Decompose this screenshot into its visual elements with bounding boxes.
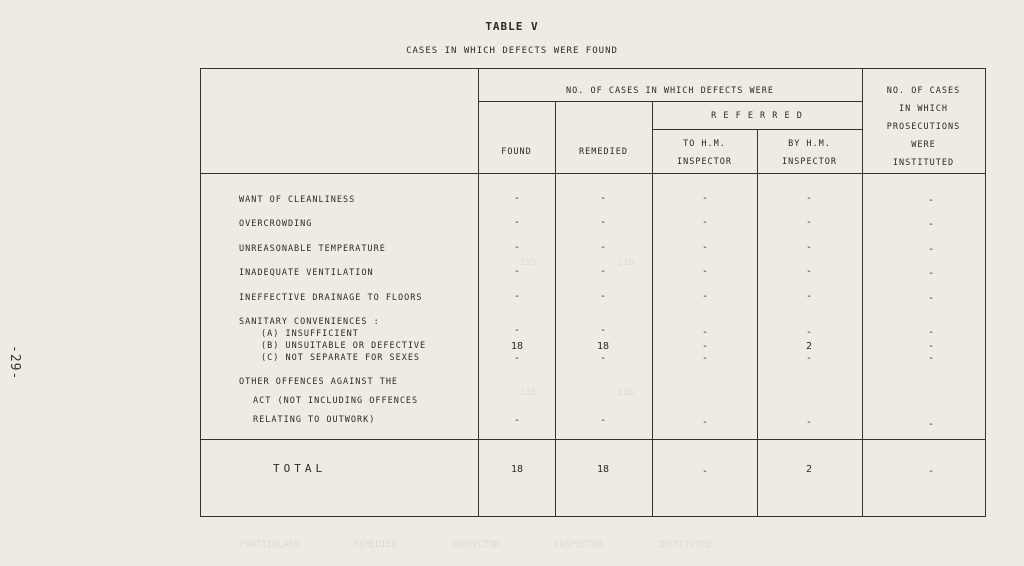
cell-remedied: -: [599, 415, 607, 426]
cell-by-hm: 2: [805, 341, 813, 352]
cell-prosecutions: -: [927, 419, 935, 430]
cell-found: -: [513, 193, 521, 204]
page-number: -29-: [7, 345, 22, 381]
cell-remedied: -: [599, 353, 607, 364]
cell-found: -: [513, 266, 521, 277]
row-divider: [478, 101, 862, 102]
header-divider: [201, 173, 985, 174]
cell-prosecutions: -: [927, 327, 935, 338]
cell-by-hm: -: [805, 327, 813, 338]
cell-to-hm: -: [701, 217, 709, 228]
cell-found: 18: [510, 341, 524, 352]
cell-to-hm: -: [701, 266, 709, 277]
header-line: NO. OF CASES: [886, 86, 961, 96]
bleed-through-text: 135 116: [520, 258, 634, 268]
cell-by-hm: -: [805, 291, 813, 302]
row-label-sanitary-c: (C) NOT SEPARATE FOR SEXES: [261, 353, 421, 363]
cell-remedied: 18: [596, 341, 610, 352]
total-divider: [201, 439, 985, 440]
cell-prosecutions: -: [927, 341, 935, 352]
cell-by-hm: -: [805, 353, 813, 364]
header-line: IN WHICH: [899, 104, 948, 114]
cell-prosecutions: -: [927, 195, 935, 206]
row-label-overcrowding: OVERCROWDING: [239, 219, 313, 229]
cell-prosecutions: -: [927, 244, 935, 255]
row-label-ventilation: INADEQUATE VENTILATION: [239, 268, 374, 278]
cell-remedied: -: [599, 291, 607, 302]
row-label-sanitary: SANITARY CONVENIENCES :: [239, 317, 380, 327]
cell-to-hm: -: [701, 341, 709, 352]
header-prosecutions: [862, 82, 985, 172]
header-referred: R E F E R R E D: [711, 111, 803, 121]
cell-found: -: [513, 242, 521, 253]
cell-by-hm: -: [805, 266, 813, 277]
row-label-drainage: INEFFECTIVE DRAINAGE TO FLOORS: [239, 293, 423, 303]
cell-remedied: -: [599, 325, 607, 336]
cell-by-hm: -: [805, 217, 813, 228]
table-frame: [200, 68, 986, 517]
cell-remedied: -: [599, 242, 607, 253]
header-line: INSPECTOR: [676, 157, 733, 167]
total-label: TOTAL: [273, 462, 327, 475]
header-remedied: REMEDIED: [579, 147, 628, 157]
cell-prosecutions: -: [927, 353, 935, 364]
table-subtitle: CASES IN WHICH DEFECTS WERE FOUND: [406, 46, 618, 56]
header-to-hm-inspector: [652, 135, 757, 171]
total-by-hm: 2: [805, 464, 813, 475]
bleed-through-text: 135 126: [520, 388, 634, 398]
cell-found: -: [513, 291, 521, 302]
cell-remedied: -: [599, 266, 607, 277]
cell-found: -: [513, 217, 521, 228]
header-line: WERE: [911, 140, 936, 150]
total-prosecutions: -: [927, 466, 935, 477]
row-label-cleanliness: WANT OF CLEANLINESS: [239, 195, 356, 205]
cell-remedied: -: [599, 217, 607, 228]
row-divider: [652, 129, 862, 130]
cell-found: -: [513, 353, 521, 364]
cell-to-hm: -: [701, 242, 709, 253]
header-group: NO. OF CASES IN WHICH DEFECTS WERE: [566, 86, 774, 96]
header-found: FOUND: [501, 147, 532, 157]
cell-remedied: -: [599, 193, 607, 204]
cell-to-hm: -: [701, 193, 709, 204]
cell-prosecutions: -: [927, 293, 935, 304]
header-line: INSTITUTED: [892, 158, 955, 168]
cell-by-hm: -: [805, 242, 813, 253]
header-line: BY H.M.: [788, 139, 831, 149]
row-label-other-3: RELATING TO OUTWORK): [253, 415, 376, 425]
header-line: INSPECTOR: [781, 157, 838, 167]
table-title: TABLE V: [485, 20, 539, 33]
row-label-sanitary-a: (A) INSUFFICIENT: [261, 329, 359, 339]
header-line: TO H.M.: [683, 139, 726, 149]
cell-to-hm: -: [701, 291, 709, 302]
cell-by-hm: -: [805, 417, 813, 428]
header-line: PROSECUTIONS: [886, 122, 961, 132]
cell-by-hm: -: [805, 193, 813, 204]
row-label-other-1: OTHER OFFENCES AGAINST THE: [239, 377, 399, 387]
bleed-through-text: PARTICULARS REMEDIED INSPECTOR INSPECTOR INSTITUTED: [240, 540, 712, 550]
cell-found: -: [513, 415, 521, 426]
row-label-sanitary-b: (B) UNSUITABLE OR DEFECTIVE: [261, 341, 427, 351]
row-label-temperature: UNREASONABLE TEMPERATURE: [239, 244, 386, 254]
cell-found: -: [513, 325, 521, 336]
header-by-hm-inspector: [757, 135, 862, 171]
total-found: 18: [510, 464, 524, 475]
cell-prosecutions: -: [927, 268, 935, 279]
cell-to-hm: -: [701, 417, 709, 428]
cell-prosecutions: -: [927, 219, 935, 230]
total-to-hm: -: [701, 466, 709, 477]
cell-to-hm: -: [701, 327, 709, 338]
cell-to-hm: -: [701, 353, 709, 364]
total-remedied: 18: [596, 464, 610, 475]
col-divider: [478, 69, 479, 516]
col-divider: [757, 129, 758, 516]
col-divider: [555, 101, 556, 516]
row-label-other-2: ACT (NOT INCLUDING OFFENCES: [253, 396, 419, 406]
